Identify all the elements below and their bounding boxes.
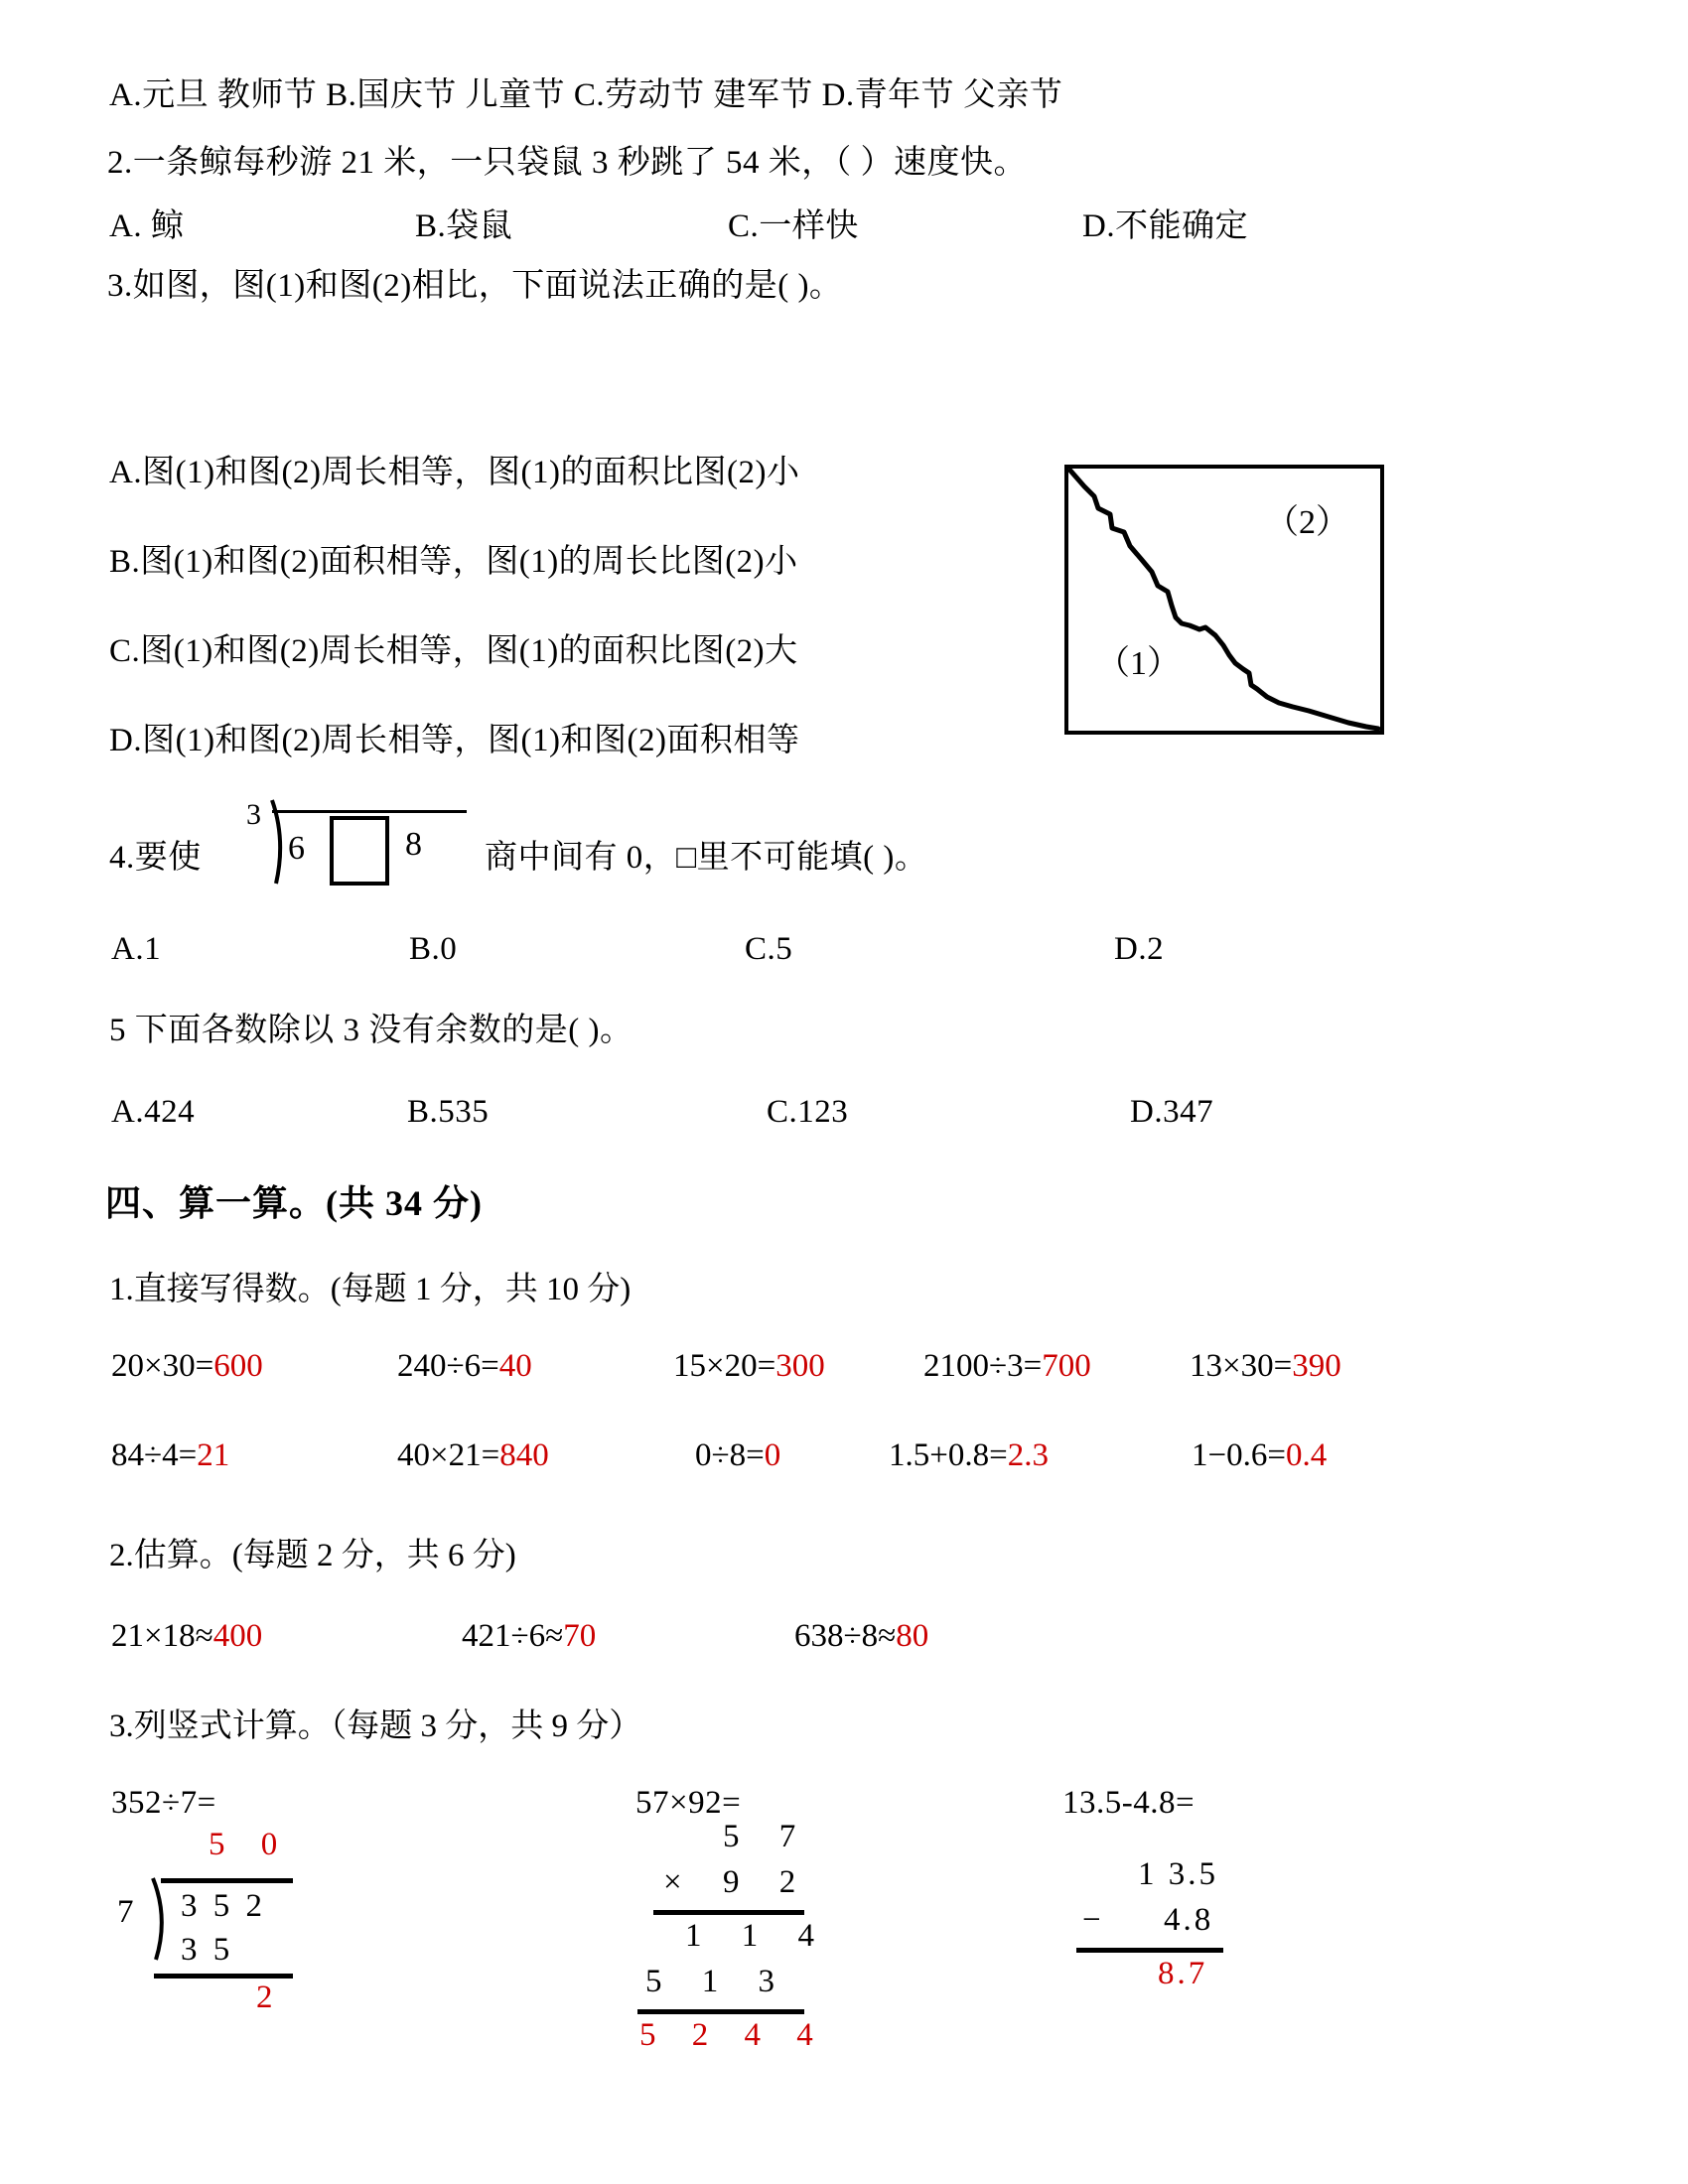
division-vinculum-line bbox=[161, 1878, 293, 1883]
estimate-2-answer: 70 bbox=[563, 1618, 597, 1654]
q3-figure bbox=[1064, 465, 1384, 735]
oral-calc-8-answer: 0 bbox=[764, 1437, 781, 1473]
oral-calc-2-answer: 40 bbox=[498, 1348, 532, 1384]
q4-stem-before: 4.要使 bbox=[109, 840, 202, 876]
estimate-3-expr: 638÷8≈ bbox=[794, 1618, 897, 1654]
vertical-problem-2-label: 57×92= bbox=[635, 1785, 742, 1821]
q2-option-c[interactable]: C.一样快 bbox=[728, 208, 859, 244]
multiplication-multiplicand: 5 7 bbox=[723, 1819, 812, 1854]
division-divisor: 7 bbox=[117, 1894, 134, 1930]
oral-calc-6 bbox=[111, 1437, 229, 1474]
estimate-3-answer: 80 bbox=[896, 1618, 929, 1654]
vertical-multiplication-57-92 bbox=[616, 1819, 914, 2067]
part2-title: 2.估算。(每题 2 分，共 6 分) bbox=[109, 1538, 516, 1573]
subtraction-subtrahend: 4.8 bbox=[1164, 1902, 1214, 1938]
multiplication-rule-1 bbox=[653, 1910, 804, 1915]
oral-calc-2-expr: 240÷6= bbox=[397, 1348, 499, 1384]
multiplication-rule-2 bbox=[637, 2009, 804, 2014]
q3-option-d[interactable]: D.图(1)和图(2)周长相等，图(1)和图(2)面积相等 bbox=[109, 723, 800, 758]
section-four-title: 四、算一算。(共 34 分) bbox=[105, 1183, 483, 1223]
figure-label-2: （2） bbox=[1265, 504, 1349, 541]
subtraction-rule bbox=[1076, 1948, 1223, 1953]
division-quotient: 5 0 bbox=[209, 1827, 292, 1862]
figure-label-1: （1） bbox=[1096, 645, 1181, 682]
oral-calc-4-answer: 700 bbox=[1042, 1348, 1091, 1384]
q5-option-d[interactable]: D.347 bbox=[1130, 1094, 1214, 1130]
division-vinculum bbox=[272, 810, 467, 813]
estimate-1 bbox=[111, 1618, 262, 1655]
oral-calc-2 bbox=[397, 1348, 532, 1385]
subtraction-operator: − bbox=[1082, 1902, 1101, 1938]
q5-option-c[interactable]: C.123 bbox=[767, 1094, 849, 1130]
oral-calc-7-expr: 40×21= bbox=[397, 1437, 500, 1473]
oral-calc-4-expr: 2100÷3= bbox=[923, 1348, 1043, 1384]
q2-option-a[interactable]: A. 鲸 bbox=[109, 208, 185, 244]
multiplication-partial-1: 1 1 4 bbox=[685, 1918, 830, 1954]
q3-option-b[interactable]: B.图(1)和图(2)面积相等，图(1)的周长比图(2)小 bbox=[109, 544, 798, 580]
oral-calc-1 bbox=[111, 1348, 263, 1385]
multiplication-multiplier: 9 2 bbox=[723, 1864, 812, 1900]
q2-option-b[interactable]: B.袋鼠 bbox=[415, 208, 513, 244]
q4-blank-box[interactable] bbox=[330, 816, 389, 886]
estimate-3 bbox=[794, 1618, 928, 1655]
multiplication-product: 5 2 4 4 bbox=[639, 2017, 827, 2053]
subtraction-difference: 8.7 bbox=[1158, 1956, 1208, 1991]
q5-option-b[interactable]: B.535 bbox=[407, 1094, 490, 1130]
q4-dividend-left: 6 bbox=[288, 830, 305, 867]
oral-calc-6-expr: 84÷4= bbox=[111, 1437, 198, 1473]
division-remainder: 2 bbox=[256, 1979, 273, 2015]
oral-calc-7-answer: 840 bbox=[499, 1437, 549, 1473]
part1-title: 1.直接写得数。(每题 1 分，共 10 分) bbox=[109, 1272, 632, 1307]
oral-calc-8 bbox=[695, 1437, 780, 1474]
division-subtrahend: 3 5 bbox=[181, 1932, 234, 1968]
q4-divisor: 3 bbox=[246, 798, 261, 831]
q4-dividend-right: 8 bbox=[405, 826, 422, 863]
oral-calc-5 bbox=[1190, 1348, 1341, 1385]
subtraction-minuend: 1 3.5 bbox=[1138, 1856, 1218, 1892]
vertical-subtraction-135-48 bbox=[1043, 1856, 1340, 2055]
oral-calc-9-expr: 1.5+0.8= bbox=[889, 1437, 1008, 1473]
division-dividend: 3 5 2 bbox=[181, 1888, 266, 1924]
oral-calc-3-answer: 300 bbox=[775, 1348, 825, 1384]
oral-calc-9 bbox=[889, 1437, 1049, 1474]
oral-calc-9-answer: 2.3 bbox=[1007, 1437, 1049, 1473]
estimate-1-answer: 400 bbox=[212, 1618, 263, 1654]
q4-option-d[interactable]: D.2 bbox=[1114, 931, 1165, 967]
estimate-1-expr: 21×18≈ bbox=[111, 1618, 213, 1654]
oral-calc-10-expr: 1−0.6= bbox=[1192, 1437, 1286, 1473]
q4-division-diagram bbox=[246, 794, 475, 893]
q4-option-c[interactable]: C.5 bbox=[745, 931, 793, 967]
oral-calc-7 bbox=[397, 1437, 549, 1474]
q5-option-a[interactable]: A.424 bbox=[111, 1094, 196, 1130]
q4-stem-after: 商中间有 0，□里不可能填( )。 bbox=[485, 840, 928, 876]
oral-calc-6-answer: 21 bbox=[197, 1437, 230, 1473]
estimate-2-expr: 421÷6≈ bbox=[462, 1618, 564, 1654]
vertical-problem-3-label: 13.5-4.8= bbox=[1062, 1785, 1196, 1821]
oral-calc-8-expr: 0÷8= bbox=[695, 1437, 765, 1473]
q2-stem: 2.一条鲸每秒游 21 米，一只袋鼠 3 秒跳了 54 米，（ ）速度快。 bbox=[107, 145, 1027, 181]
division-bottom-line bbox=[154, 1974, 293, 1979]
vertical-problem-1-label: 352÷7= bbox=[111, 1785, 216, 1821]
oral-calc-1-answer: 600 bbox=[213, 1348, 263, 1384]
oral-calc-3 bbox=[673, 1348, 825, 1385]
q1-options-line: A.元旦 教师节 B.国庆节 儿童节 C.劳动节 建军节 D.青年节 父亲节 bbox=[109, 77, 1063, 113]
oral-calc-10-answer: 0.4 bbox=[1285, 1437, 1328, 1473]
estimate-2 bbox=[462, 1618, 596, 1655]
oral-calc-10 bbox=[1192, 1437, 1327, 1474]
long-division-352-7 bbox=[109, 1827, 407, 2045]
q4-option-b[interactable]: B.0 bbox=[409, 931, 458, 967]
oral-calc-4 bbox=[923, 1348, 1091, 1385]
oral-calc-5-answer: 390 bbox=[1292, 1348, 1341, 1384]
oral-calc-5-expr: 13×30= bbox=[1190, 1348, 1293, 1384]
oral-calc-3-expr: 15×20= bbox=[673, 1348, 776, 1384]
multiplication-operator: × bbox=[663, 1864, 682, 1900]
q5-stem: 5 下面各数除以 3 没有余数的是( )。 bbox=[109, 1013, 633, 1048]
q3-stem: 3.如图，图(1)和图(2)相比，下面说法正确的是( )。 bbox=[107, 268, 843, 304]
q2-option-d[interactable]: D.不能确定 bbox=[1082, 208, 1249, 244]
q3-option-a[interactable]: A.图(1)和图(2)周长相等，图(1)的面积比图(2)小 bbox=[109, 455, 800, 490]
division-bracket-icon bbox=[151, 1876, 177, 1964]
multiplication-partial-2: 5 1 3 bbox=[645, 1964, 790, 1999]
oral-calc-1-expr: 20×30= bbox=[111, 1348, 214, 1384]
q4-option-a[interactable]: A.1 bbox=[111, 931, 162, 967]
part3-title: 3.列竖式计算。（每题 3 分，共 9 分） bbox=[109, 1708, 642, 1744]
q3-option-c[interactable]: C.图(1)和图(2)周长相等，图(1)的面积比图(2)大 bbox=[109, 633, 798, 669]
